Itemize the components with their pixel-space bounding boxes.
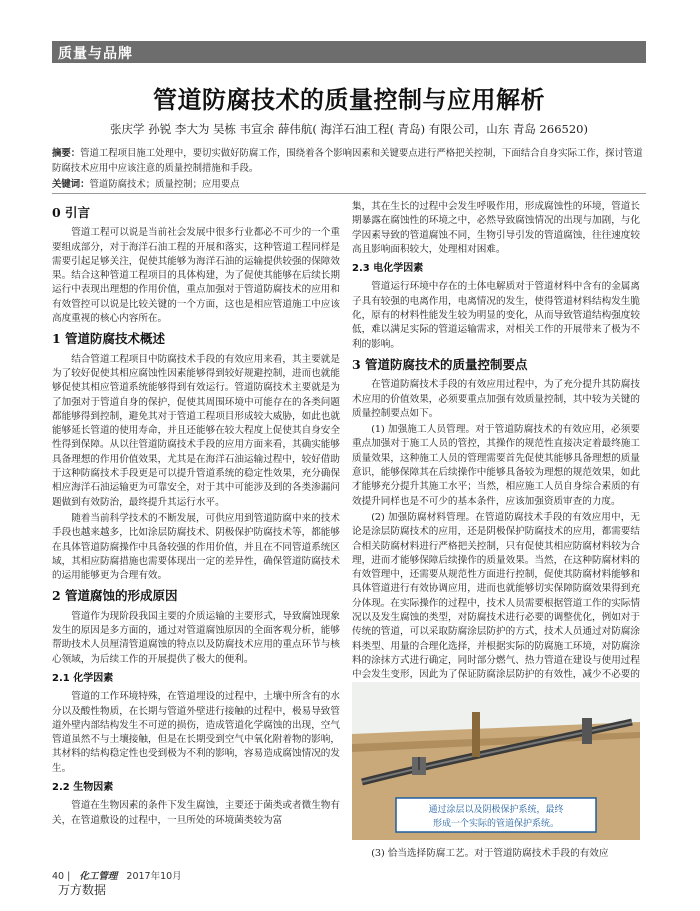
header-divider xyxy=(52,193,646,194)
body-paragraph: 管道工程可以说是当前社会发展中很多行业都必不可少的一个重要组成部分，对于海洋石油工程的开展和落实，这种管道工程同样是需要引起足够关注，促使其能够为海洋石油的运输提供较强的保障效果。结合这种管道工程项目的具体构建，为了促使其能够在后续长期运行中表现出理想的作用价值，重点加强对于管道防腐技术的应用和有效管控可以说是比较关键的一个方面，这也是相应管道施工中应该高度重视的核心内容所在。 xyxy=(52,227,340,325)
after-figure-text: (3) 恰当选择防腐工艺。对于管道防腐技术手段的有效应 xyxy=(371,848,609,859)
body-paragraph: 管道作为现阶段我国主要的介质运输的主要形式，导致腐蚀现象发生的原因是多方面的，通过对管道腐蚀原因的全面客观分析，能够帮助技术人员厘清管道腐蚀的特点以及防腐技术应用的重点环节与核心领域，为后续工作的开展提供了极大的便利。 xyxy=(52,610,340,665)
body-paragraph: 集，其在生长的过程中会发生呼吸作用，形成腐蚀性的环境，管道长期暴露在腐蚀性的环境之中，必然导致腐蚀情况的出现与加剧，与化学因素导致的管道腐蚀不同，生物引导引发的管道腐蚀，往往速度较高且影响面积较大，处理相对困难。 xyxy=(352,201,640,255)
subsection-heading: 2.1 化学因素 xyxy=(52,672,114,684)
abstract xyxy=(52,146,646,176)
article-authors: 张庆学 孙锐 李大为 吴栋 韦宣余 薛伟航( 海洋石油工程( 青岛) 有限公司，山东 青岛 266520) xyxy=(110,122,588,136)
section-heading: 0 引言 xyxy=(52,205,91,220)
article-title: 管道防腐技术的质量控制与应用解析 xyxy=(153,86,545,114)
right-column xyxy=(352,200,640,713)
page-footer xyxy=(52,868,182,882)
body-paragraph: (1) 加强施工人员管理。对于管道防腐技术的有效应用，必须要重点加强对于施工人员的管控，其操作的规范性直接决定着最终施工质量效果，这种施工人员的管理需要首先促使其能够具备理想的质量意识，能够保障其在后续操作中能够具备较为理想的规范效果，如此才能够充分提升其施工水平；当然，相应施工人员自身综合素质的有效提升同样也是不可少的基本条件，应该加强资质审查的力度。 xyxy=(352,424,640,507)
footer-separator: | xyxy=(67,871,71,882)
section-heading: 2 管道腐蚀的形成原因 xyxy=(52,588,178,604)
body-paragraph: 结合管道工程项目中防腐技术手段的有效应用来看，其主要就是为了较好促使其相应腐蚀性因素能够得到较好规避控制，进而也就能够促使其相应管道系统能够得到有效运行。管道防腐技术主要就是为了加强对于管道自身的保护，促使其周围环境中可能存在的各类问题都能够得到控制，避免其对于管道工程项目形成较大威胁，如此也就能够延长管道的使用寿命，并且还能够在较大程度上促使其自身安全性得到保障。从以往管道防腐技术手段的应用方面来看，其确实能够具备理想的作用价值效果，尤其是在海洋石油运输过程中，较好借助于这种防腐技术手段更是可以提升管道系统的稳定性效果，充分确保相应海洋石油运输更为可靠安全，对于其中可能涉及到的各类渗漏问题做到有效防治，最终提升其运行水平。 xyxy=(52,353,340,508)
body-paragraph: 在管道防腐技术手段的有效应用过程中，为了充分提升其防腐技术应用的价值效果，必须要重点加强有效质量控制，其中较为关键的质量控制要点如下。 xyxy=(352,379,640,419)
keywords-text: 管道防腐技术；质量控制；应用要点 xyxy=(89,179,240,190)
section-heading: 3 管道防腐技术的质量控制要点 xyxy=(352,356,528,372)
section-banner-label: 质量与品牌 xyxy=(58,46,133,62)
test-post xyxy=(472,712,480,757)
left-column xyxy=(52,200,340,830)
pipeline-protection-figure xyxy=(352,682,640,840)
keywords xyxy=(52,177,646,192)
wanfang-watermark: 万方数据 xyxy=(58,883,107,897)
figure-caption-line1: 通过涂层以及阴极保护系统，最终 xyxy=(428,805,564,815)
section-banner xyxy=(52,41,646,63)
subsection-heading: 2.2 生物因素 xyxy=(52,781,114,793)
after-figure-paragraph xyxy=(352,847,640,863)
body-paragraph: 随着当前科学技术的不断发展，可供应用到管道防腐中来的技术手段也越来越多，比如涂层防腐技术、阴极保护防腐技术等，都能够在具体管道防腐操作中具备较强的作用价值，并且在不同管道系统区域，其相应防腐措施也需要体现出一定的差异性，确保管道防腐技术的运用能够更为合理有效。 xyxy=(52,512,340,582)
journal-name: 化工管理 xyxy=(79,871,118,882)
figure-caption-line2: 形成一个实际的管道保护系统。 xyxy=(432,819,560,829)
rectifier xyxy=(582,718,592,744)
body-paragraph: (2) 加强防腐材料管理。在管道防腐技术手段的有效应用中，无论是涂层防腐技术的应用，还是阴极保护防腐技术的应用，都需要结合相关防腐材料进行严格把关控制，只有促使其相应防腐材料较为合理，进而才能够保障后续操作的质量效果。当然，在这种防腐材料的有效管理中，还需要从规范性方面进行控制，促使其防腐材料能够和具体管道进行有效协调应用，进而也就能够切实保障防腐效果得到充分体现。在实际操作的过程中，技术人员需要根据管道工作的实际情况以及发生腐蚀的类型，对防腐技术进行必要的调整优化，例如对于传统的管道，可以采取防腐涂层防护的方式，技术人员通过对防腐涂料类型、用量的合理化选择，并根据实际的防腐施工环境，对防腐涂料的涂抹方式进行确定，同时部分燃气、热力管道在建设与使用过程中会发生变形，因此为了保证防腐涂层防护的有效性，减少不必要的 xyxy=(352,511,640,681)
body-paragraph: 管道运行环境中存在的土体电解质对于管道材料中含有的金属离子具有较强的电离作用，电离情况的发生，使得管道材料结构发生脆化，原有的材料性能发生较为明显的变化，从而导致管道结构强度较低，难以满足实际的管道运输需求，对相关工作的开展带来了极为不利的影响。 xyxy=(352,281,640,350)
section-heading: 1 管道防腐技术概述 xyxy=(52,331,166,347)
pipeline-illustration xyxy=(352,682,640,840)
issue-date: 2017年10月 xyxy=(126,871,182,882)
keywords-label: 关键词： xyxy=(52,179,90,190)
page-number: 40 xyxy=(52,871,65,882)
body-paragraph: 管道的工作环境特殊，在管道埋设的过程中，土壤中所含有的水分以及酸性物质，在长期与管道外壁进行接触的过程中，极易导致管道外壁内部结构发生不可逆的损伤，造成管道化学腐蚀的出现，空气管道虽然不与土壤接触，但是在长期受到空气中氧化附着物的影响，其材料的结构稳定性也受到极为不利的影响，容易造成腐蚀情况的发生。 xyxy=(52,691,340,774)
subsection-heading: 2.3 电化学因素 xyxy=(352,263,424,275)
body-paragraph: 管道在生物因素的条件下发生腐蚀，主要还于菌类或者微生物有关，在管道敷设的过程中，一旦所处的环境菌类较为富 xyxy=(52,800,340,826)
abstract-label: 摘要： xyxy=(52,148,81,159)
abstract-text: 管道工程项目施工处理中，要切实做好防腐工作，围绕着各个影响因素和关键要点进行严格把关控制，下面结合自身实际工作，探讨管道防腐技术应用中应该注意的质量控制措施和手段。 xyxy=(52,148,643,174)
